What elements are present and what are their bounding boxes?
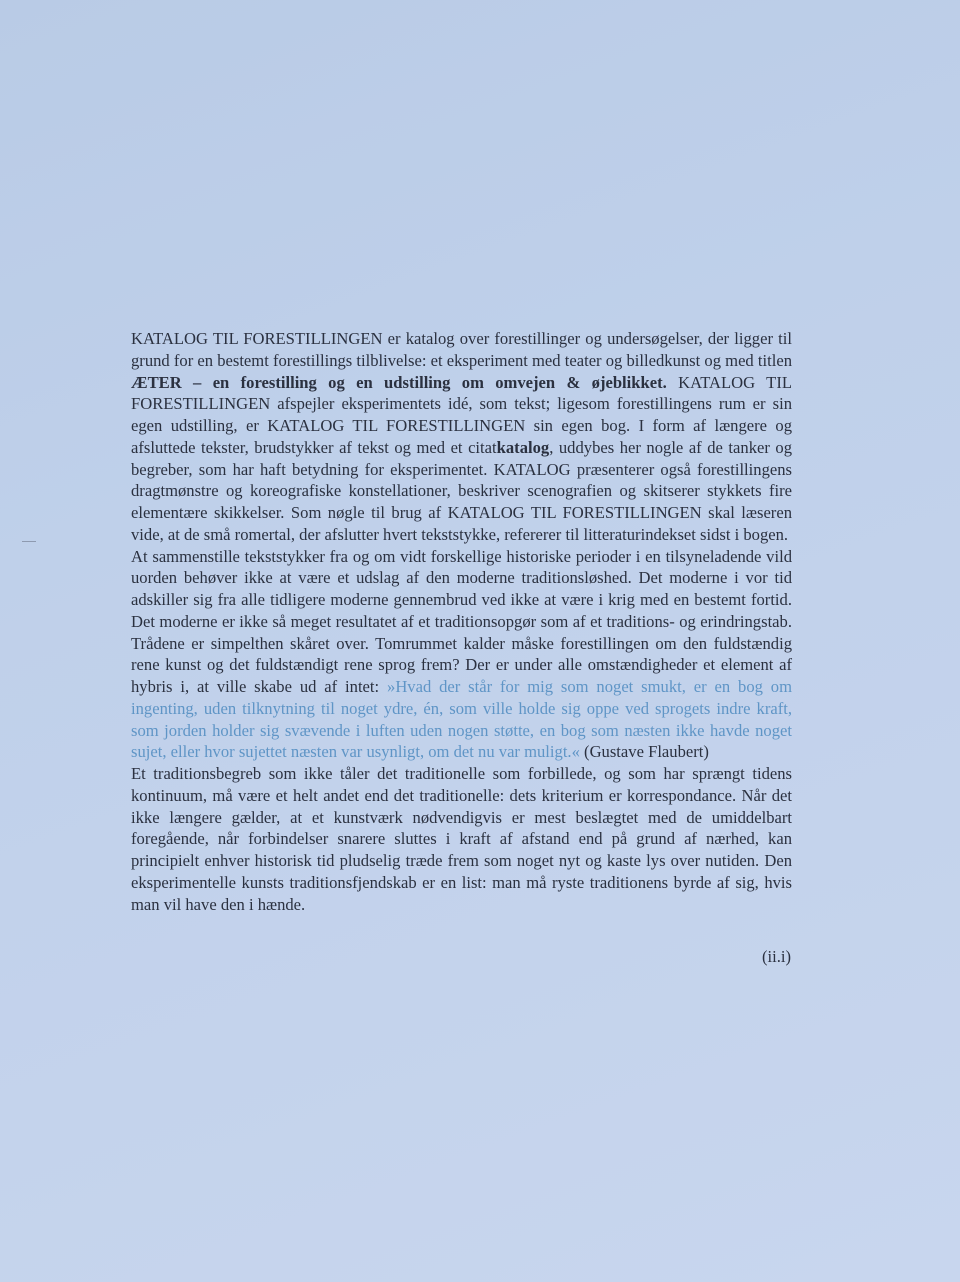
intro-text-end: , uddybes her nogle af de tanker og begreber, som har haft betydning for eksperimentet. KATALOG præsenterer også forestillingens dragtmønstre og koreografiske konstellationer, beskriver scenografien og skitserer stykkets fire elementære skikkelser. Som nøgle til brug af KATALOG TIL FORESTILLINGEN skal læseren vide, at de små romertal, der afslutter hvert tekststykke, refererer til litteraturindekset sidst i bogen. <box>131 437 793 544</box>
intro-text: KATALOG TIL FORESTILLINGEN er katalog over forestillinger og undersøgelser, der ligger til grund for en bestemt forestillings tilblivelse: et eksperiment med teater og billedkunst og med titlen <box>131 329 792 370</box>
paragraph-tradition-loss <box>131 546 792 764</box>
exhibition-title: ÆTER – en forestilling og en udstilling om omvejen & øjeblikket. <box>131 372 667 392</box>
paragraph-intro <box>131 328 792 546</box>
paragraph-tradition-concept <box>131 763 792 915</box>
tradition-text: At sammenstille tekststykker fra og om vidt forskellige historiske perioder i en tilsyneladende vild uorden behøver ikke at være et udslag af den moderne traditionsløshed. Det moderne i vor tid adskiller sig fra alle tidligere moderne gennembrud ved ikke at være i krig med en bestemt fortid. Det moderne er ikke så meget resultatet af et traditionsopgør som af et traditions- og erindringstab. Trådene er simpelthen skåret over. Tomrummet kalder måske forestillingen om den fuldstændig rene kunst og det fuldstændigt rene sprog frem? Der er under alle omstændigheder et element af hybris i, at ville skabe ud af intet: <box>131 546 792 696</box>
quote-attribution: (Gustave Flaubert) <box>579 742 709 762</box>
body-text <box>131 328 792 915</box>
intro-text-continued: KATALOG TIL FORESTILLINGEN afspejler eksperimentets idé, som tekst; ligesom forestillingens rum er sin egen udstilling, er KATALOG TIL FORESTILLINGEN sin egen bog. I form af længere og afsluttede tekster, brudstykker af tekst og med et citat <box>131 372 792 457</box>
page-reference: (ii.i) <box>761 947 791 966</box>
page-edge-mark <box>22 541 36 542</box>
tradition-concept-text: Et traditionsbegreb som ikke tåler det traditionelle som forbillede, og som har sprængt tidens kontinuum, må være et helt andet end det traditionelle: dets kriterium er korrespondance. Når det ikke længere gælder, at et kunstværk nødvendigvis er mest beslægtet med de umiddelbart foregående, når forbindelser snarere sluttes i kraft af afstand end på grund af nærhed, kan principielt enhver historisk tid pludselig træde frem som noget nyt og kaste lys over nutiden. Den eksperimentelle kunsts traditionsfjendskab er en list: man må ryste traditionens byrde af sig, hvis man vil have den i hænde. <box>131 764 792 914</box>
katalog-emphasis: katalog <box>496 437 550 457</box>
flaubert-quote: »Hvad der står for mig som noget smukt, er en bog om ingenting, uden tilknytning til noget ydre, én, som ville holde sig oppe ved sprogets indre kraft, som jorden holder sig svævende i luften uden nogen støtte, en bog som næsten ikke havde noget sujet, eller hvor sujettet næsten var usynligt, om det nu var muligt.« <box>131 677 792 762</box>
